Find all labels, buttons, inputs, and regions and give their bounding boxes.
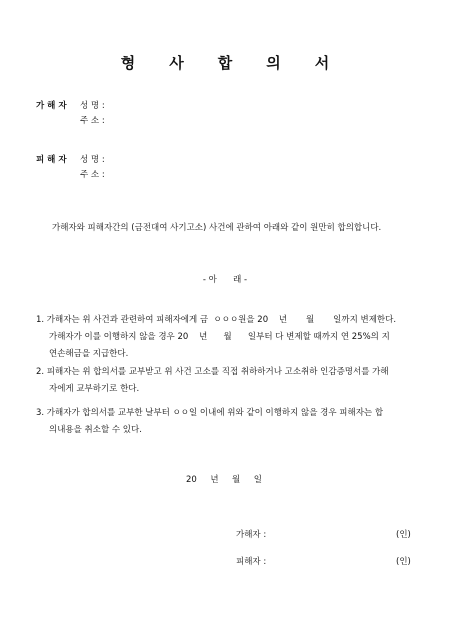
agreement-item-3 (36, 405, 431, 439)
victim-signature-label: 피해자 : (236, 557, 267, 567)
offender-address-label: 주 소 : (80, 116, 105, 126)
agreement-item-1 (36, 312, 431, 363)
item-line: 의내용을 취소할 수 있다. (49, 425, 142, 435)
title-char: 합 (217, 54, 233, 72)
item-line: 2. 피해자는 위 합의서를 교부받고 위 사건 고소를 직접 취하하거나 고소취하 인감증명서를 가해 (36, 367, 389, 377)
item-line: 3. 가해자가 합의서를 교부한 날부터 ㅇㅇ일 이내에 위와 같이 이행하지 않을 경우 피해자는 합 (36, 408, 384, 418)
document-title (0, 52, 450, 73)
title-char: 서 (314, 54, 330, 72)
offender-signature-label: 가해자 : (236, 530, 267, 540)
date-line: 20 년 월 일 (186, 475, 262, 485)
item-line: 1. 가해자는 위 사건과 관련하여 피해자에게 금 ㅇㅇㅇ원을 20 년 월 일까지 변제한다. (36, 315, 397, 325)
item-line: 연손해금을 지급한다. (49, 349, 129, 359)
victim-label: 피 해 자 (36, 155, 67, 165)
offender-name-label: 성 명 : (80, 101, 105, 111)
victim-name-label: 성 명 : (80, 155, 105, 165)
title-char: 사 (169, 54, 184, 72)
item-line: 자에게 교부하기로 한다. (49, 384, 140, 394)
intro-text: 가해자와 피해자간의 (금전대여 사기고소) 사건에 관하여 아래와 같이 원만히 합의합니다. (52, 223, 382, 233)
agreement-item-2 (36, 364, 431, 398)
offender-seal: (인) (396, 530, 411, 540)
victim-address-label: 주 소 : (80, 170, 105, 180)
item-line: 가해자가 이를 이행하지 않을 경우 20 년 월 일부터 다 변제할 때까지 연 25%의 지 (49, 332, 390, 342)
victim-seal: (인) (396, 557, 411, 567)
title-char: 의 (266, 54, 281, 72)
below-heading: - 아 래 - (202, 275, 248, 285)
offender-label: 가 해 자 (36, 101, 67, 111)
title-char: 형 (120, 54, 136, 72)
